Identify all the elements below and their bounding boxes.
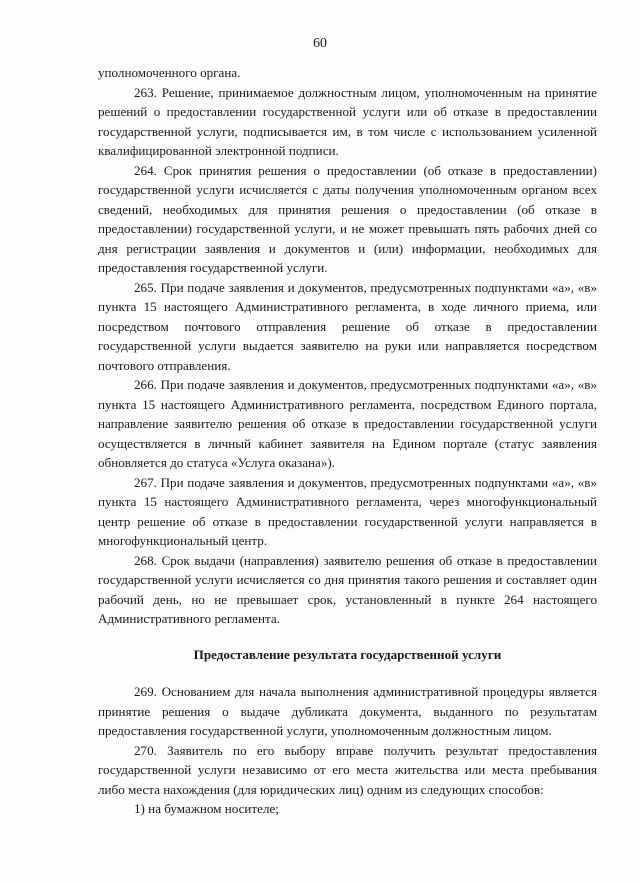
paragraph-268: 268. Срок выдачи (направления) заявителю решения об отказе в предоставлении государственной услуги исчисляется со дня принятия такого решения и составляет один рабочий день, но не превышает срок, установленный в пункте 264 настоящего Административного регламента. (98, 552, 597, 626)
section-heading: Предоставление результата государственной услуги (193, 646, 502, 662)
paragraph-266: 266. При подаче заявления и документов, предусмотренных подпунктами «а», «в» пункта 15 настоящего Административного регламента, посредством Единого портала, направление заявителю решения об отказе в предоставлении государственной услуги осуществляется в личный кабинет заявителя на Едином портале (статус заявления обновляется до статуса «Услуга оказана»). (98, 377, 597, 470)
paragraph-269: 269. Основанием для начала выполнения административной процедуры является принятие решения о выдаче дубликата документа, выданного по результатам предоставления государственной услуги, уполномоченным должностным лицом. (98, 684, 597, 738)
page-number: 60 (313, 36, 327, 51)
paragraph-continuation: уполномоченного органа. (98, 65, 241, 80)
list-item-paper: 1) на бумажном носителе; (134, 801, 279, 816)
document-body (98, 63, 597, 819)
paragraph-265: 265. При подаче заявления и документов, предусмотренных подпунктами «а», «в» пункта 15 настоящего Административного регламента, в ходе личного приема, или посредством почтового отправления решение об отказе в предоставлении государственной услуги выдается заявителю на руки или направляется посредством почтового отправления. (98, 279, 597, 373)
paragraph-264: 264. Срок принятия решения о предоставлении (об отказе в предоставлении) государственной услуги исчисляется с даты получения уполномоченным органом всех сведений, необходимых для принятия решения о предоставлении (об отказе в предоставлении) государственной услуги, и не может превышать пять рабочих дней со дня регистрации заявления и документов и (или) информации, необходимых для предоставления государственной услуги. (98, 162, 597, 275)
paragraph-267: 267. При подаче заявления и документов, предусмотренных подпунктами «а», «в» пункта 15 настоящего Административного регламента, через многофункциональный центр решение об отказе в предоставлении государственной услуги направляется в многофункциональный центр. (98, 474, 597, 548)
paragraph-270: 270. Заявитель по его выбору вправе получить результат предоставления государственной услуги независимо от его места жительства или места пребывания либо места нахождения (для юридических лиц) одним из следующих способов: (98, 742, 597, 797)
paragraph-263: 263. Решение, принимаемое должностным лицом, уполномоченным на принятие решений о предоставлении государственной услуги или об отказе в предоставлении государственной услуги, подписывается им, в том числе с использованием усиленной квалифицированной электронной подписи. (98, 84, 597, 158)
